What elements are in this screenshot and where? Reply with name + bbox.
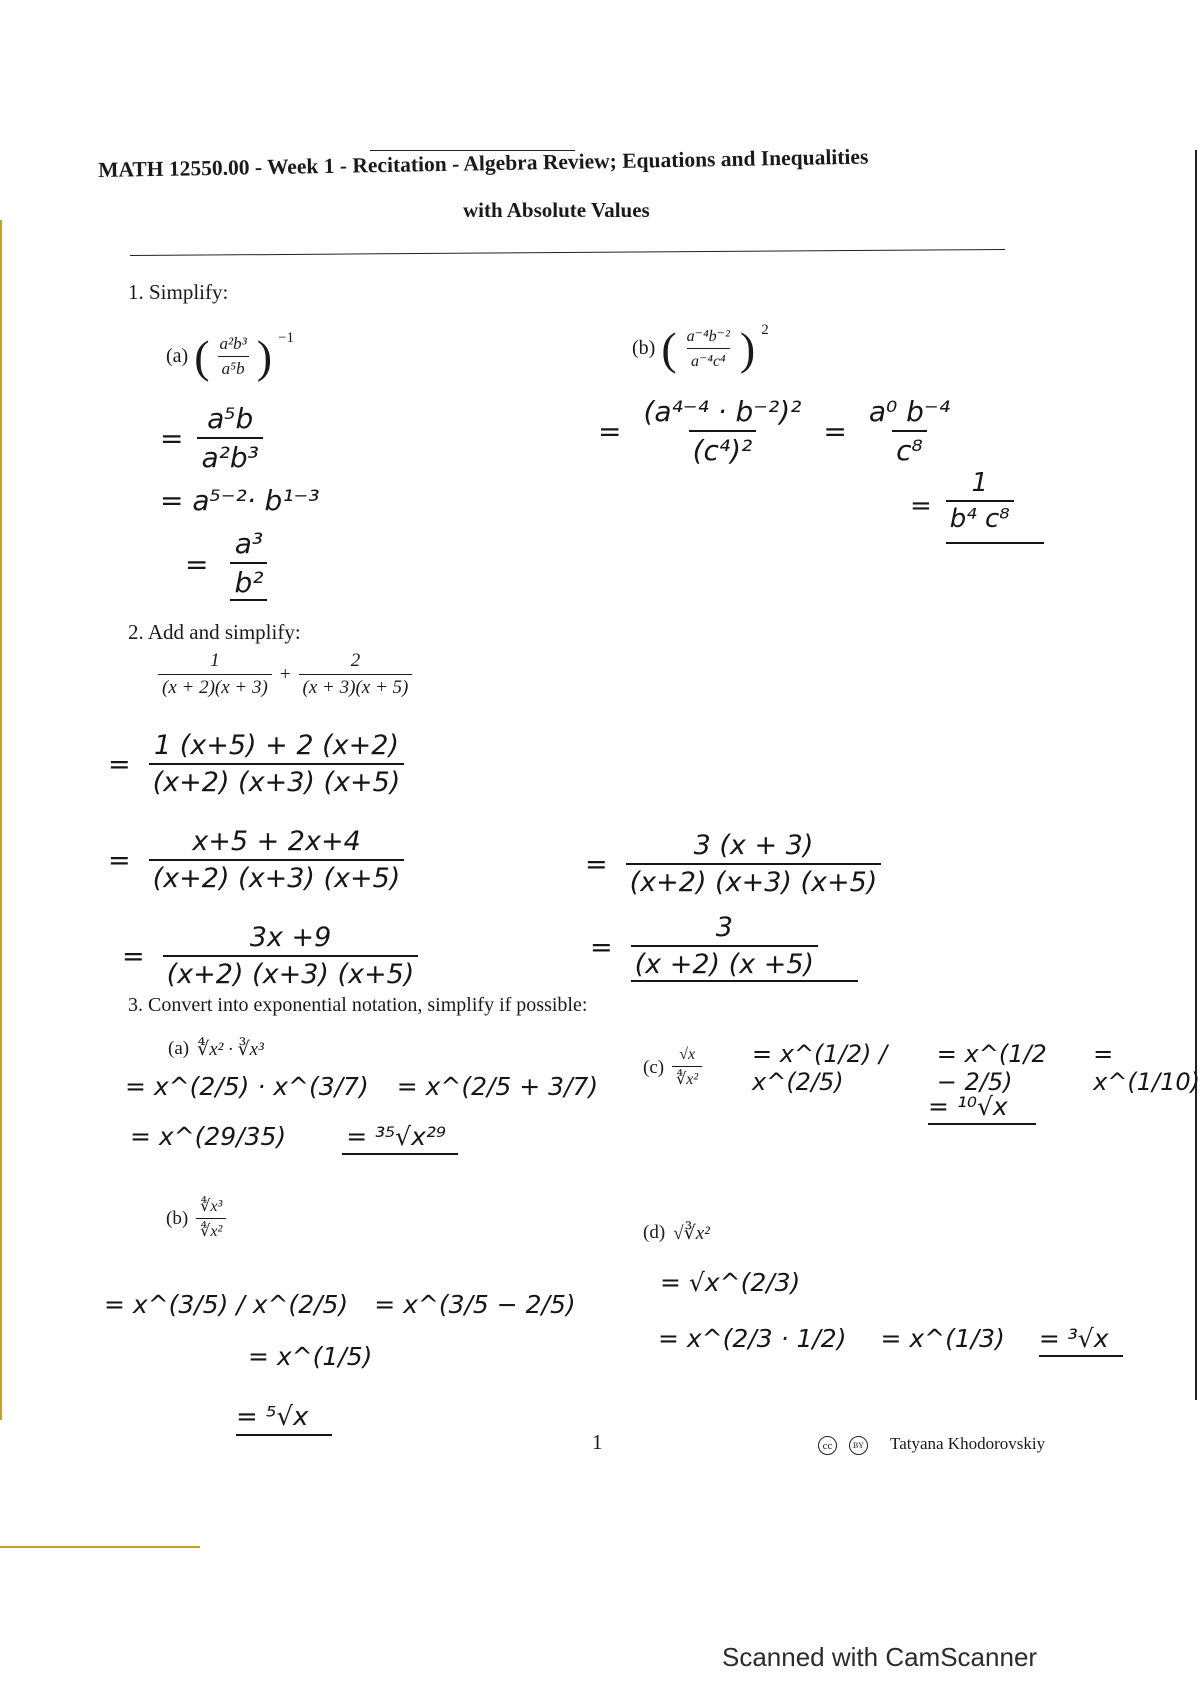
- header-title-line2: with Absolute Values: [463, 198, 650, 222]
- cc-icon: cc: [818, 1436, 837, 1455]
- scan-edge-right: [1195, 150, 1197, 1400]
- q1b-work-2: = $\frac{1}{\text{b⁴ c⁸}}$: [910, 468, 1044, 544]
- q3c-work-1: = x^(1/2) / x^(2/5) = x^(1/2 − 2/5) = x^(1/10): [752, 1040, 1200, 1096]
- q3d-expression: √∛x²: [673, 1223, 710, 1244]
- q2-step-5: = $\frac{3}{(x +2) (x +5)}$: [590, 912, 858, 982]
- q1a-numerator: a²b³: [219, 334, 247, 353]
- q1a-exponent: −1: [278, 330, 295, 346]
- q1b-work-1: = $\frac{\text{(a⁴⁻⁴ · b⁻²)²}}{\text{(c⁴)²}}$ = $\frac{\text{a⁰ b⁻⁴}}{\text{c⁸}}$: [598, 395, 950, 467]
- q2-label: 2. Add and simplify:: [128, 620, 301, 644]
- page-number: 1: [592, 1430, 603, 1454]
- q1b-label: (b): [632, 337, 656, 359]
- q1a-denominator: a⁵b: [218, 356, 249, 379]
- q1b-numerator: a⁻⁴b⁻²: [686, 328, 730, 345]
- q1b-problem: (b) ( $\frac{\text{a⁻⁴b⁻²}}{\text{a⁻⁴c⁴}}$ ) $^2$: [632, 322, 769, 374]
- q3a-work-1: = x^(2/5) · x^(3/7) = x^(2/5 + 3/7): [125, 1072, 599, 1101]
- q3d-work-2: = x^(2/3 · 1/2) = x^(1/3) = ³√x: [658, 1324, 1123, 1357]
- q3a-work-2: = x^(29/35) = ³⁵√x²⁹: [130, 1122, 458, 1155]
- q3b-work-1: = x^(3/5) / x^(2/5) = x^(3/5 − 2/5): [104, 1290, 576, 1319]
- q3-label: 3. Convert into exponential notation, simplify if possible:: [128, 994, 588, 1016]
- q3d-problem: (d) √∛x²: [643, 1222, 710, 1244]
- q1a-work-1: = $\frac{\text{a⁵b}}{\text{a²b³}}$: [160, 402, 263, 474]
- author-name: Tatyana Khodorovskiy: [890, 1434, 1046, 1453]
- q3b-work-3: = ⁵√x: [236, 1402, 332, 1436]
- license-badges: [818, 1436, 868, 1455]
- q1b-exponent: 2: [761, 322, 769, 338]
- q1a-work-2: = a⁵⁻²· b¹⁻³: [160, 484, 320, 517]
- q2-problem: $\frac{1}{(x + 2)(x + 3)}$ + $\frac{2}{(x + 3)(x + 5)}$: [158, 650, 412, 699]
- q3c-problem: (c) $\frac{√x}{\text{∜x²}}$: [643, 1046, 702, 1089]
- q2-step-1: = $\frac{1 (x+5) + 2 (x+2)}{(x+2) (x+3) (x+5)}$: [108, 730, 404, 798]
- scanner-watermark: Scanned with CamScanner: [722, 1642, 1038, 1672]
- header-title-line1: MATH 12550.00 - Week 1 - Recitation - Algebra Review; Equations and Inequalities: [98, 144, 869, 182]
- q3a-problem: (a) ∜x² · ∛x³: [168, 1038, 264, 1060]
- q2-step-3: = $\frac{3x +9}{(x+2) (x+3) (x+5)}$: [122, 922, 418, 990]
- q1-label: 1. Simplify:: [128, 280, 229, 304]
- q1a-problem: (a) ( $\frac{\text{a²b³}}{\text{a⁵b}}$ ) $^{-1}$: [166, 330, 295, 382]
- q2-step-2: = $\frac{x+5 + 2x+4}{(x+2) (x+3) (x+5)}$: [108, 826, 404, 894]
- q1a-label: (a): [166, 345, 189, 367]
- q3b-work-2: = x^(1/5): [248, 1342, 373, 1371]
- by-icon: BY: [849, 1436, 868, 1455]
- header-bottom-rule: [130, 249, 1005, 256]
- q3b-problem: (b) $\frac{\text{∜x³}}{\text{∜x²}}$: [166, 1196, 226, 1241]
- q2-step-4: = $\frac{3 (x + 3)}{(x+2) (x+3) (x+5)}$: [585, 830, 881, 898]
- q3d-work-1: = √x^(2/3): [660, 1268, 801, 1297]
- q3c-work-2: = ¹⁰√x: [928, 1092, 1036, 1125]
- q1a-work-3: = $\frac{\text{a³}}{\text{b²}}$: [185, 527, 267, 601]
- scan-edge-left: [0, 220, 2, 1420]
- scan-edge-bottom: [0, 1546, 200, 1548]
- q3a-expression: ∜x² · ∛x³: [197, 1039, 264, 1060]
- q1b-denominator: a⁻⁴c⁴: [687, 348, 730, 371]
